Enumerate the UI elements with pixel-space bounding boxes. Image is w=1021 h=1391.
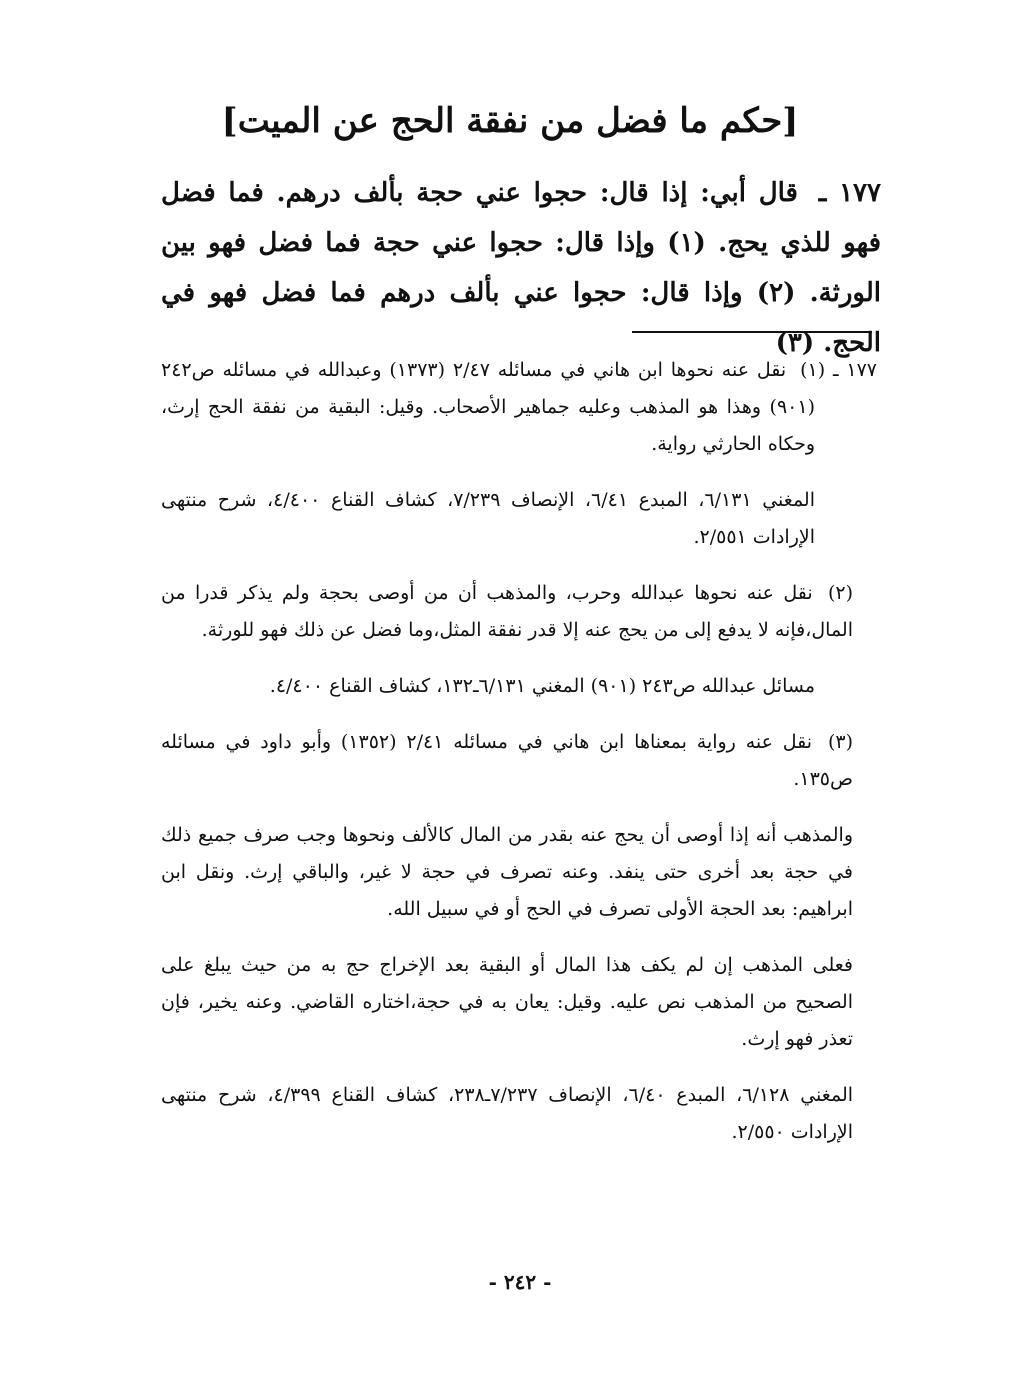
footnote-2-references: مسائل عبدالله ص٢٤٣ (٩٠١) المغني ٦/١٣١ـ١٣٢، كشاف القناع ٤/٤٠٠.: [269, 675, 815, 697]
section-title: [حكم ما فضل من نفقة الحج عن الميت]: [221, 101, 799, 141]
footnote-3-references: المغني ٦/١٢٨، المبدع ٦/٤٠، الإنصاف ٧/٢٣٧ـ٢٣٨، كشاف القناع ٤/٣٩٩، شرح منتهى الإرادات ٢/٥٥٠.: [161, 1084, 854, 1143]
main-text-block: [161, 168, 881, 368]
footnote-1-references: المغني ٦/١٣١، المبدع ٦/٤١، الإنصاف ٧/٢٣٩، كشاف القناع ٤/٤٠٠، شرح منتهى الإرادات ٢/٥٥١.: [161, 489, 815, 548]
footnote-3-paragraph-2: والمذهب أنه إذا أوصى أن يحج عنه بقدر من المال كالألف ونحوها وجب صرف جميع ذلك في حجة بعد أخرى حتى ينفد. وعنه تصرف في حجة لا غير، والباقي إرث. ونقل ابن ابراهيم: بعد الحجة الأولى تصرف في الحج أو في سبيل الله.: [161, 824, 853, 920]
page-number: - ٢٤٢ -: [488, 1270, 552, 1294]
issue-number: ١٧٧ ـ: [818, 178, 881, 208]
issue-text: قال أبي: إذا قال: حجوا عني حجة بألف درهم. فما فضل فهو للذي يحج. (١) وإذا قال: حجوا عني حجة فما فضل فهو بين الورثة. (٢) وإذا قال: حجوا عني بألف درهم فما فضل فهو في الحج. (٣): [161, 178, 881, 358]
footnote-2-text: نقل عنه نحوها عبدالله وحرب، والمذهب أن من أوصى بحجة ولم يذكر قدرا من المال،فإنه لا يدفع إلى من يحج عنه إلا قدر نفقة المثل،وما فضل عن ذلك فهو للورثة.: [161, 582, 853, 641]
footnote-1-text: نقل عنه نحوها ابن هاني في مسائله ٢/٤٧ (١٣٧٣) وعبدالله في مسائله ص٢٤٢ (٩٠١) وهذا هو المذهب وعليه جماهير الأصحاب. وقيل: البقية من نفقة الحج إرث، وحكاه الحارثي رواية.: [161, 359, 815, 455]
footnote-1-label: ١٧٧ ـ (١): [800, 359, 878, 381]
footnote-3-text: نقل عنه رواية بمعناها ابن هاني في مسائله ٢/٤١ (١٣٥٢) وأبو داود في مسائله ص١٣٥.: [161, 731, 853, 790]
footnote-3-paragraph-3: فعلى المذهب إن لم يكف هذا المال أو البقية بعد الإخراج حج به من حيث يبلغ على الصحيح من المذهب نص عليه. وقيل: يعان به في حجة،اختاره القاضي. وعنه يخير، فإن تعذر فهو إرث.: [161, 954, 853, 1050]
footnote-3: [161, 724, 877, 798]
footnote-2: [161, 575, 877, 649]
footnotes-block: [161, 352, 877, 1170]
footnote-1: [161, 352, 877, 463]
footnote-3-label: (٣): [827, 731, 853, 753]
footnote-separator: [632, 331, 872, 333]
footnote-2-label: (٢): [827, 582, 853, 604]
